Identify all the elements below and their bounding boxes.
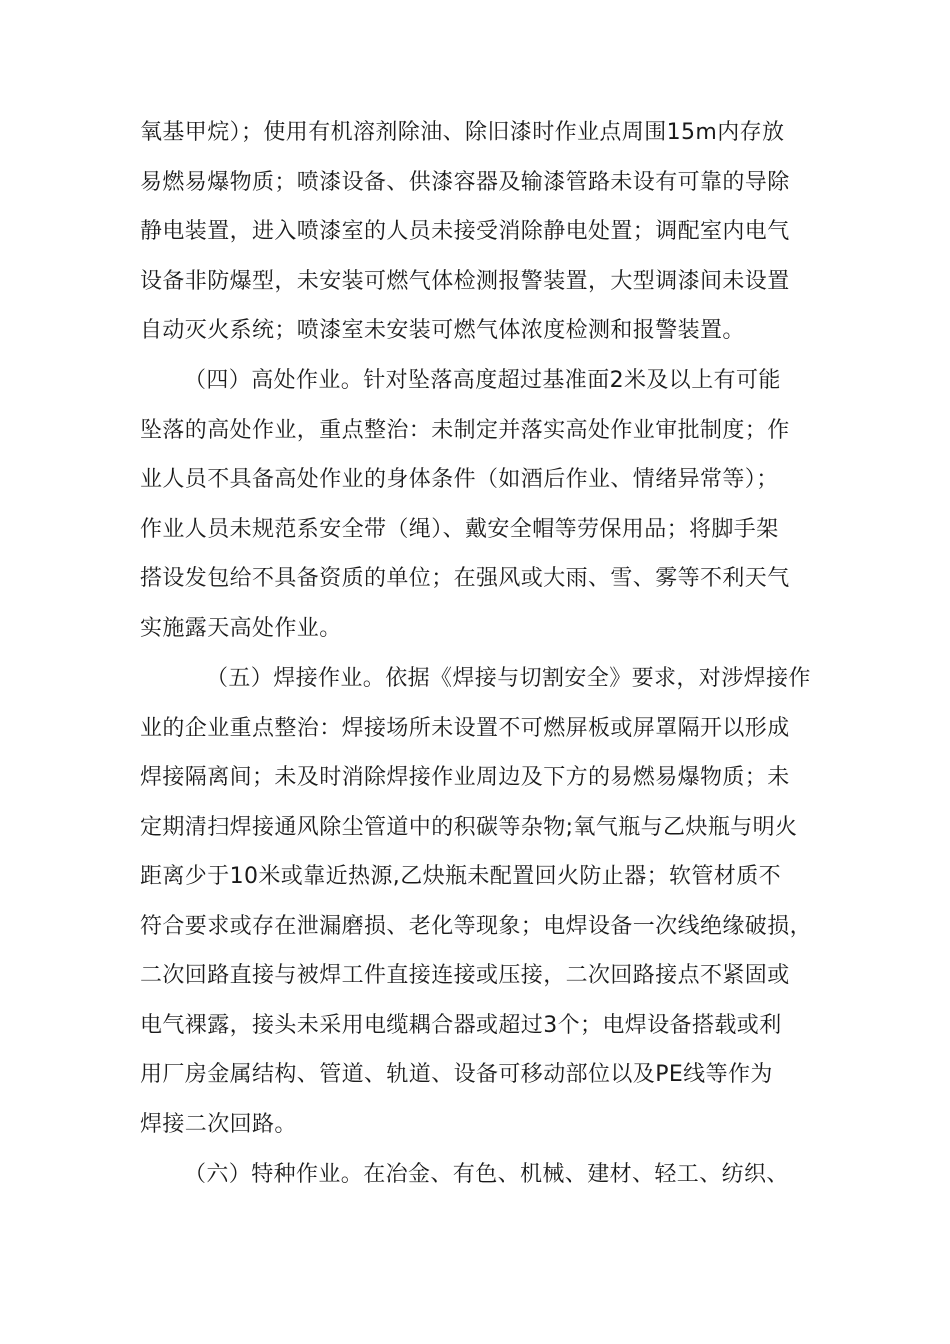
- text-line: 自动灭火系统；喷漆室未安装可燃气体浓度检测和报警装置。: [140, 318, 745, 343]
- text-line: 业人员不具备高处作业的身体条件（如酒后作业、情绪异常等）；: [140, 467, 779, 492]
- text-line: （五）焊接作业。依据《焊接与切割安全》要求，对涉焊接作: [206, 666, 811, 691]
- paragraph-spray-painting: [140, 108, 840, 356]
- text-line: 实施露天高处作业。: [140, 615, 342, 641]
- text-line: 作业人员未规范系安全带（绳）、戴安全帽等劳保用品；将脚手架: [140, 516, 779, 542]
- text-line: 氧基甲烷）；使用有机溶剂除油、除旧漆时作业点周围15m内存放: [140, 120, 785, 145]
- paragraph-work-at-height: [140, 356, 840, 653]
- text-line: 距离少于10米或靠近热源,乙炔瓶未配置回火防止器；软管材质不: [140, 864, 781, 889]
- text-line: （四）高处作业。针对坠落高度超过基准面2米及以上有可能: [184, 368, 781, 393]
- text-line: 符合要求或存在泄漏磨损、老化等现象；电焊设备一次线绝缘破损，: [140, 913, 813, 939]
- text-line: 焊接二次回路。: [140, 1111, 297, 1137]
- text-line: 坠落的高处作业，重点整治：未制定并落实高处作业审批制度；作: [140, 417, 790, 443]
- text-line: 定期清扫焊接通风除尘管道中的积碳等杂物;氧气瓶与乙炔瓶与明火: [140, 814, 798, 840]
- text-line: 易燃易爆物质；喷漆设备、供漆容器及输漆管路未设有可靠的导除: [140, 169, 790, 195]
- text-line: 设备非防爆型，未安装可燃气体检测报警装置，大型调漆间未设置: [140, 268, 790, 294]
- paragraph-welding: [140, 654, 840, 1149]
- text-line: 用厂房金属结构、管道、轨道、设备可移动部位以及PE线等作为: [140, 1062, 773, 1087]
- text-line: 静电装置，进入喷漆室的人员未接受消除静电处置；调配室内电气: [140, 219, 790, 244]
- paragraph-special-operations: [140, 1150, 840, 1200]
- text-line: 业的企业重点整治：焊接场所未设置不可燃屏板或屏罩隔开以形成: [140, 715, 790, 741]
- text-line: （六）特种作业。在冶金、有色、机械、建材、轻工、纺织、: [184, 1162, 789, 1187]
- text-line: 二次回路直接与被焊工件直接连接或压接，二次回路接点不紧固或: [140, 963, 790, 988]
- text-line: 电气裸露，接头未采用电缆耦合器或超过3个；电焊设备搭载或利: [140, 1012, 782, 1038]
- text-line: 搭设发包给不具备资质的单位；在强风或大雨、雪、雾等不利天气: [140, 566, 790, 591]
- text-line: 焊接隔离间；未及时消除焊接作业周边及下方的易燃易爆物质；未: [140, 765, 790, 790]
